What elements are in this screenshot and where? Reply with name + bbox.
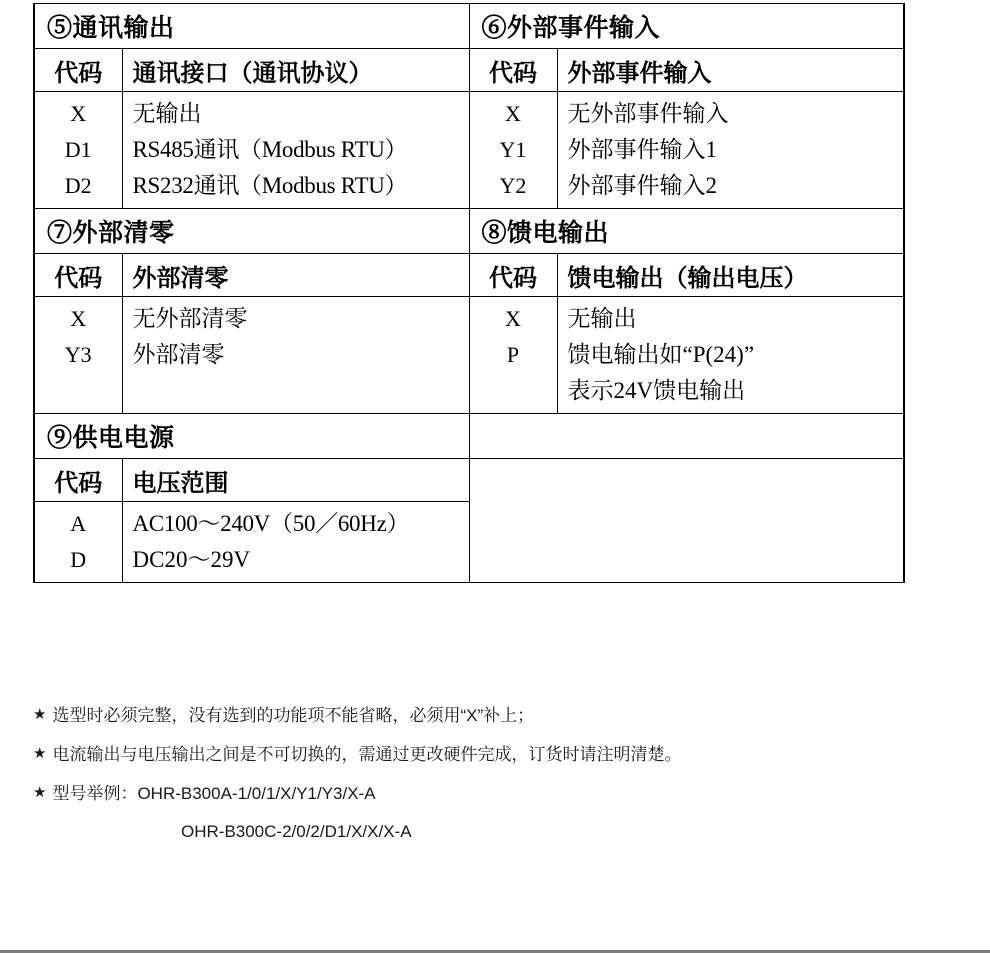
section-title: 外部清零 (72, 220, 175, 247)
desc-value: 无外部清零 (132, 306, 248, 331)
desc-value: 无输出 (567, 306, 637, 331)
code-list-external-event-input (469, 92, 557, 209)
code-value: X (505, 101, 521, 126)
code-value: Y2 (499, 173, 527, 198)
column-header-code: 代码 (34, 459, 122, 502)
column-header-feed-power-output: 馈电输出（输出电压） (557, 254, 904, 297)
section-marker: ⑨ (47, 425, 73, 452)
section-header-external-event-input (469, 4, 904, 49)
section-marker: ⑥ (481, 15, 508, 42)
section-header-external-reset (34, 209, 469, 254)
section-title: 通讯输出 (72, 15, 175, 42)
note-label: 型号举例： (52, 784, 138, 803)
section-header-feed-power-output (469, 209, 904, 254)
desc-list-comm-output (122, 92, 469, 209)
code-value: X (505, 306, 521, 331)
table-row (34, 254, 904, 297)
table-row (34, 414, 904, 459)
section-marker: ⑦ (47, 220, 73, 247)
column-header-code: 代码 (34, 254, 122, 297)
desc-value: 无外部事件输入 (567, 101, 729, 126)
section-header-comm-output (34, 4, 469, 49)
model-example-1: OHR-B300A-1/0/1/X/Y1/Y3/X-A (137, 784, 376, 803)
section-title: 外部事件输入 (507, 15, 661, 42)
code-list-comm-output (34, 92, 122, 209)
desc-value: 外部清零 (132, 342, 225, 367)
code-value: X (70, 306, 87, 331)
desc-value: RS485通讯（Modbus RTU） (132, 137, 408, 162)
model-selection-table (33, 3, 905, 583)
notes-section (33, 700, 963, 847)
code-value: Y1 (499, 137, 527, 162)
column-header-code: 代码 (469, 49, 557, 92)
table-row (34, 209, 904, 254)
note-text: 电流输出与电压输出之间是不可切换的，需通过更改硬件完成，订货时请注明清楚。 (52, 745, 682, 764)
code-list-feed-power-output (469, 297, 557, 414)
column-header-code: 代码 (469, 254, 557, 297)
column-header-code: 代码 (34, 49, 122, 92)
code-value: D1 (64, 137, 92, 162)
desc-list-external-reset (122, 297, 469, 414)
table-row (34, 49, 904, 92)
code-list-power-supply (34, 502, 122, 583)
desc-list-feed-power-output (557, 297, 904, 414)
desc-value: AC100～240V（50／60Hz） (132, 511, 410, 536)
model-example-2: OHR-B300C-2/0/2/D1/X/X/X-A (181, 822, 412, 841)
desc-list-external-event-input (557, 92, 904, 209)
desc-value: 无输出 (132, 101, 202, 126)
note-line-2 (33, 739, 963, 770)
note-text: 选型时必须完整，没有选到的功能项不能省略，必须用“X”补上； (52, 706, 535, 725)
desc-value: 外部事件输入1 (567, 137, 717, 162)
empty-cell (469, 459, 904, 583)
column-header-external-event-input: 外部事件输入 (557, 49, 904, 92)
section-title: 馈电输出 (507, 220, 610, 247)
table-row (34, 4, 904, 49)
code-value: D2 (64, 173, 92, 198)
column-header-comm-interface: 通讯接口（通讯协议） (122, 49, 469, 92)
note-line-1 (33, 700, 963, 731)
code-value: P (506, 342, 520, 367)
section-header-power-supply (34, 414, 469, 459)
code-list-external-reset (34, 297, 122, 414)
section-marker: ⑤ (47, 15, 73, 42)
star-icon: ★ (33, 706, 47, 723)
code-value: X (70, 101, 87, 126)
section-marker: ⑧ (481, 220, 508, 247)
code-value: D (70, 547, 87, 572)
code-value: Y3 (64, 342, 92, 367)
column-header-voltage-range: 电压范围 (122, 459, 469, 502)
note-line-3 (33, 778, 963, 809)
section-title: 供电电源 (72, 425, 175, 452)
empty-section-header (469, 414, 904, 459)
star-icon: ★ (33, 745, 47, 762)
table-row (34, 459, 904, 502)
desc-value: 外部事件输入2 (567, 173, 717, 198)
code-value: A (70, 511, 87, 536)
table-row (34, 297, 904, 414)
desc-list-power-supply (122, 502, 469, 583)
column-header-external-reset: 外部清零 (122, 254, 469, 297)
star-icon: ★ (33, 784, 47, 801)
desc-value: 馈电输出如“P(24)” (567, 342, 755, 367)
desc-value: 表示24V馈电输出 (567, 378, 746, 403)
desc-value: RS232通讯（Modbus RTU） (132, 173, 408, 198)
table-row (34, 92, 904, 209)
desc-value: DC20～29V (132, 547, 251, 572)
